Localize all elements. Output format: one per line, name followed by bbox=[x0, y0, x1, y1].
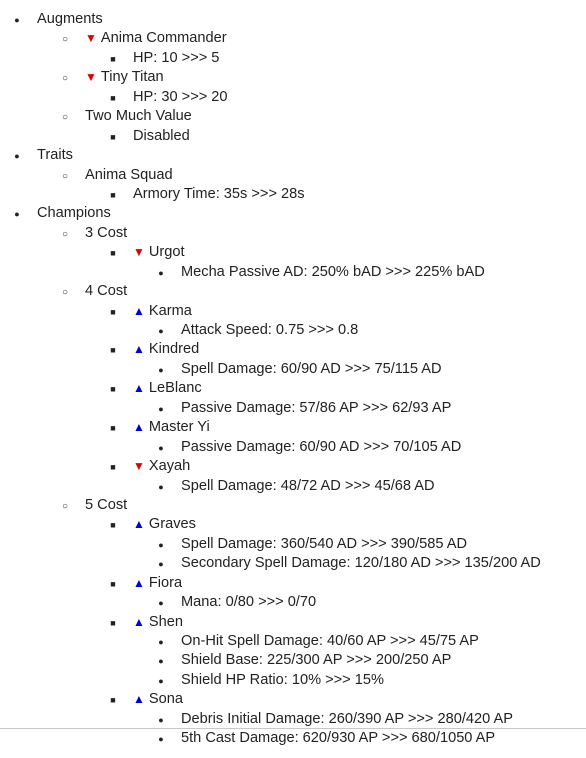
champion-change bbox=[0, 554, 586, 573]
champion-name: Xayah bbox=[148, 458, 191, 475]
cost-label: 3 Cost bbox=[85, 224, 128, 241]
augment-anima-commander bbox=[0, 29, 586, 48]
circle-bullet-icon bbox=[59, 29, 71, 49]
champion-change bbox=[0, 535, 586, 554]
square-bullet-icon bbox=[107, 302, 119, 322]
trait-change bbox=[0, 185, 586, 204]
change-text: 5th Cast Damage: 620/930 AP >>> 680/1050 AP bbox=[181, 730, 496, 747]
triangle-up-icon: ▲ bbox=[133, 517, 145, 532]
change-text: Disabled bbox=[133, 127, 190, 144]
patch-notes-list bbox=[0, 10, 586, 749]
square-bullet-icon bbox=[107, 418, 119, 438]
champion-name: LeBlanc bbox=[148, 380, 202, 397]
disc-bullet-icon bbox=[155, 632, 167, 652]
change-text: Spell Damage: 48/72 AD >>> 45/68 AD bbox=[181, 477, 435, 494]
square-bullet-icon bbox=[107, 515, 119, 535]
disc-bullet-icon bbox=[155, 729, 167, 749]
disc-bullet-icon bbox=[155, 554, 167, 574]
triangle-down-icon: ▼ bbox=[133, 459, 145, 474]
cost-label: 5 Cost bbox=[85, 496, 128, 513]
triangle-up-icon: ▲ bbox=[133, 692, 145, 707]
disc-bullet-icon bbox=[11, 204, 23, 224]
change-text: Armory Time: 35s >>> 28s bbox=[133, 185, 305, 202]
augment-change bbox=[0, 49, 586, 68]
disc-bullet-icon bbox=[11, 146, 23, 166]
change-text: HP: 30 >>> 20 bbox=[133, 88, 228, 105]
champion-change bbox=[0, 651, 586, 670]
champion-change bbox=[0, 321, 586, 340]
change-text: Attack Speed: 0.75 >>> 0.8 bbox=[181, 322, 359, 338]
champion-xayah bbox=[0, 457, 586, 476]
square-bullet-icon bbox=[107, 340, 119, 360]
champion-change bbox=[0, 671, 586, 690]
champion-change bbox=[0, 593, 586, 612]
disc-bullet-icon bbox=[155, 438, 167, 458]
square-bullet-icon bbox=[107, 457, 119, 477]
change-text: Mana: 0/80 >>> 0/70 bbox=[181, 594, 317, 611]
circle-bullet-icon bbox=[59, 68, 71, 88]
disc-bullet-icon bbox=[155, 263, 167, 283]
change-text: Spell Damage: 360/540 AD >>> 390/585 AD bbox=[181, 535, 468, 552]
circle-bullet-icon bbox=[59, 224, 71, 244]
section-label: Champions bbox=[37, 205, 111, 222]
champion-change bbox=[0, 477, 586, 496]
circle-bullet-icon bbox=[59, 166, 71, 186]
disc-bullet-icon bbox=[155, 593, 167, 613]
champion-change bbox=[0, 729, 586, 748]
augment-name: Two Much Value bbox=[85, 108, 192, 125]
circle-bullet-icon bbox=[59, 282, 71, 302]
augment-name: Tiny Titan bbox=[100, 69, 164, 86]
triangle-up-icon: ▲ bbox=[133, 575, 145, 590]
champion-name: Karma bbox=[148, 302, 192, 319]
augment-name: Anima Commander bbox=[100, 30, 227, 47]
cost-group-3 bbox=[0, 224, 586, 243]
cost-group-5 bbox=[0, 496, 586, 515]
champion-change bbox=[0, 360, 586, 379]
square-bullet-icon bbox=[107, 574, 119, 594]
champion-karma bbox=[0, 302, 586, 321]
disc-bullet-icon bbox=[155, 671, 167, 691]
cost-group-4 bbox=[0, 282, 586, 301]
champion-leblanc bbox=[0, 379, 586, 398]
change-text: Shield Base: 225/300 AP >>> 200/250 AP bbox=[181, 652, 452, 669]
champion-name: Urgot bbox=[148, 244, 185, 261]
champion-change bbox=[0, 263, 586, 282]
triangle-up-icon: ▲ bbox=[133, 303, 145, 318]
circle-bullet-icon bbox=[59, 107, 71, 127]
disc-bullet-icon bbox=[155, 651, 167, 671]
disc-bullet-icon bbox=[155, 321, 167, 341]
champion-graves bbox=[0, 515, 586, 534]
champion-fiora bbox=[0, 574, 586, 593]
triangle-up-icon: ▲ bbox=[133, 342, 145, 357]
augment-change bbox=[0, 88, 586, 107]
triangle-up-icon: ▲ bbox=[133, 381, 145, 396]
change-text: On-Hit Spell Damage: 40/60 AP >>> 45/75 AP bbox=[181, 633, 479, 649]
square-bullet-icon bbox=[107, 127, 119, 147]
section-champions bbox=[0, 204, 586, 223]
disc-bullet-icon bbox=[155, 535, 167, 555]
triangle-down-icon: ▼ bbox=[85, 70, 97, 85]
champion-name: Kindred bbox=[148, 341, 200, 358]
triangle-up-icon: ▲ bbox=[133, 420, 145, 435]
square-bullet-icon bbox=[107, 88, 119, 108]
champion-name: Shen bbox=[148, 613, 183, 630]
change-text: Passive Damage: 57/86 AP >>> 62/93 AP bbox=[181, 399, 452, 416]
square-bullet-icon bbox=[107, 690, 119, 710]
change-text: Secondary Spell Damage: 120/180 AD >>> 135/200 AD bbox=[181, 555, 541, 572]
section-label: Augments bbox=[37, 11, 103, 27]
champion-kindred bbox=[0, 340, 586, 359]
square-bullet-icon bbox=[107, 613, 119, 633]
disc-bullet-icon bbox=[155, 399, 167, 419]
square-bullet-icon bbox=[107, 185, 119, 205]
page-divider bbox=[0, 728, 586, 729]
triangle-down-icon: ▼ bbox=[133, 245, 145, 260]
change-text: Passive Damage: 60/90 AD >>> 70/105 AD bbox=[181, 438, 462, 455]
circle-bullet-icon bbox=[59, 496, 71, 516]
change-text: Spell Damage: 60/90 AD >>> 75/115 AD bbox=[181, 360, 442, 377]
change-text: HP: 10 >>> 5 bbox=[133, 49, 220, 66]
champion-name: Master Yi bbox=[148, 419, 210, 436]
section-label: Traits bbox=[37, 147, 73, 164]
champion-name: Fiora bbox=[148, 574, 183, 591]
cost-label: 4 Cost bbox=[85, 283, 128, 300]
change-text: Shield HP Ratio: 10% >>> 15% bbox=[181, 671, 384, 688]
change-text: Debris Initial Damage: 260/390 AP >>> 280/420 AP bbox=[181, 710, 513, 727]
square-bullet-icon bbox=[107, 379, 119, 399]
champion-shen bbox=[0, 613, 586, 632]
square-bullet-icon bbox=[107, 49, 119, 69]
champion-change bbox=[0, 399, 586, 418]
augment-tiny-titan bbox=[0, 68, 586, 87]
champion-master-yi bbox=[0, 418, 586, 437]
augment-change bbox=[0, 127, 586, 146]
champion-change bbox=[0, 438, 586, 457]
trait-name: Anima Squad bbox=[85, 166, 173, 183]
augment-two-much-value bbox=[0, 107, 586, 126]
disc-bullet-icon bbox=[11, 10, 23, 30]
section-augments bbox=[0, 10, 586, 29]
champion-name: Graves bbox=[148, 516, 196, 533]
section-traits bbox=[0, 146, 586, 165]
square-bullet-icon bbox=[107, 243, 119, 263]
champion-sona bbox=[0, 690, 586, 709]
champion-change bbox=[0, 710, 586, 729]
champion-urgot bbox=[0, 243, 586, 262]
change-text: Mecha Passive AD: 250% bAD >>> 225% bAD bbox=[181, 263, 485, 280]
triangle-up-icon: ▲ bbox=[133, 614, 145, 629]
disc-bullet-icon bbox=[155, 477, 167, 497]
triangle-down-icon: ▼ bbox=[85, 31, 97, 46]
champion-name: Sona bbox=[148, 691, 183, 708]
champion-change bbox=[0, 632, 586, 651]
trait-anima-squad bbox=[0, 166, 586, 185]
disc-bullet-icon bbox=[155, 360, 167, 380]
